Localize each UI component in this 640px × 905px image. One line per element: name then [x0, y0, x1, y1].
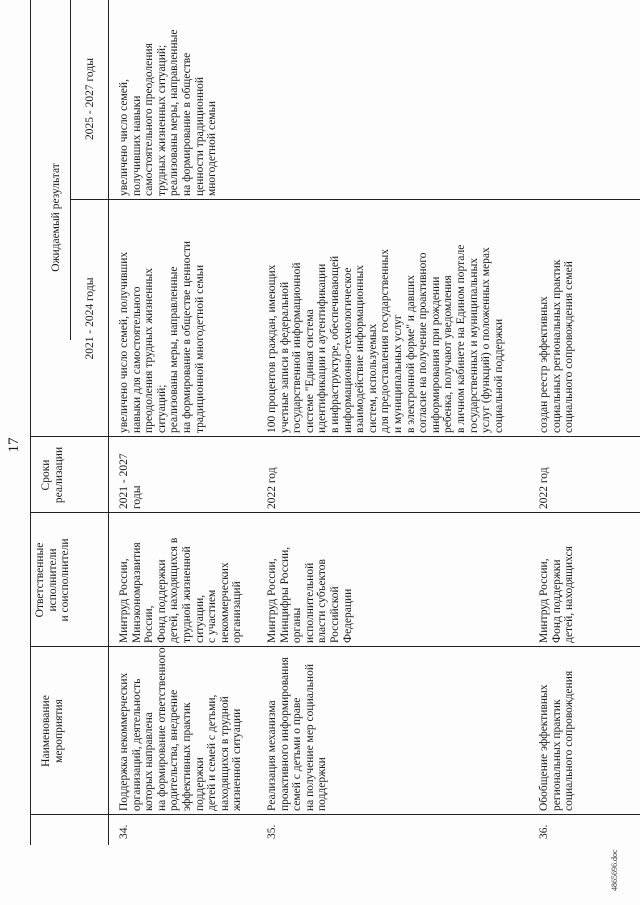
measure-executors: Минтруд России, Минцифры России, органы исполнительной власти субъектов Российской Федерации	[266, 546, 354, 643]
table-top-rule	[30, 0, 31, 845]
row-number: 35.	[266, 824, 278, 839]
measure-name: Реализация механизма проактивного информирования семей с детьми о праве на получение мер социальной поддержки	[266, 657, 329, 811]
measure-executors: Минтруд России, Минэкономразвития России, Фонд поддержки детей, находящихся в трудной жизненной ситуации, с участием некоммерческих организаций	[118, 537, 244, 643]
row-number: 36.	[538, 824, 550, 839]
result-2025-2027: увеличено число семей, получивших навыки самостоятельного преодоления трудных жизненных ситуаций; реализованы меры, направленные на формирование в обществе ценности традиционной многодетной семьи	[118, 29, 219, 196]
header-name: Наименование мероприятия	[40, 695, 65, 767]
measure-executors: Минтруд России, Фонд поддержки детей, находящихся	[538, 546, 576, 643]
result-2021-2024: 100 процентов граждан, имеющих учетные записи в федеральной государственной информационной системе "Единая система идентификации и аутентификации в инфраструктуре, обеспечивающей информационно-технологическое взаимодействие информационных систем, используемых для предоставления государственных и муниципальных услуг в электронной форме" и давших согласие на получение проактивного информирования при рождении ребенка, получают уведомления в личном кабинете на Едином портале государственных и муниципальных услуг (функций) о положенных мерах социальной поддержки	[266, 244, 505, 433]
column-rule	[30, 512, 640, 513]
row-number: 34.	[118, 824, 130, 839]
header-bottom-rule	[108, 0, 109, 845]
header-period-2025-2027: 2025 - 2027 годы	[84, 58, 96, 140]
document-file-code: 4865696.doc	[610, 849, 619, 891]
header-executors: Ответственные исполнители и соисполнители	[34, 538, 72, 622]
page-number: 17	[6, 437, 22, 453]
header-split-rule	[70, 0, 71, 340]
measure-name: Поддержка некоммерческих организаций, деятельность которых направлена на формирование ответственного родительства, внедрение эффективных практик поддержки детей и семей с детьми, находящихся в трудной жизненной ситуации	[118, 647, 244, 811]
header-terms: Сроки реализации	[40, 446, 65, 504]
measure-terms: 2022 год	[538, 467, 550, 509]
result-2021-2024: увеличено число семей, получивших навыки для самостоятельного преодоления трудных жизненных ситуаций; реализованы меры, направленные на формирование в обществе ценности традиционной многодетной семьи	[118, 240, 206, 433]
measure-name: Обобщение эффективных региональных практик социального сопровождения	[538, 670, 576, 811]
header-period-2021-2024: 2021 - 2024 годы	[84, 277, 96, 360]
header-expected-result: Ожидаемый результат	[50, 163, 62, 272]
result-2021-2024: создан реестр эффективных социальных региональных практик социального сопровождения семей	[538, 259, 576, 433]
measure-terms: 2022 год	[266, 467, 278, 509]
measure-terms: 2021 - 2027 годы	[118, 453, 143, 509]
